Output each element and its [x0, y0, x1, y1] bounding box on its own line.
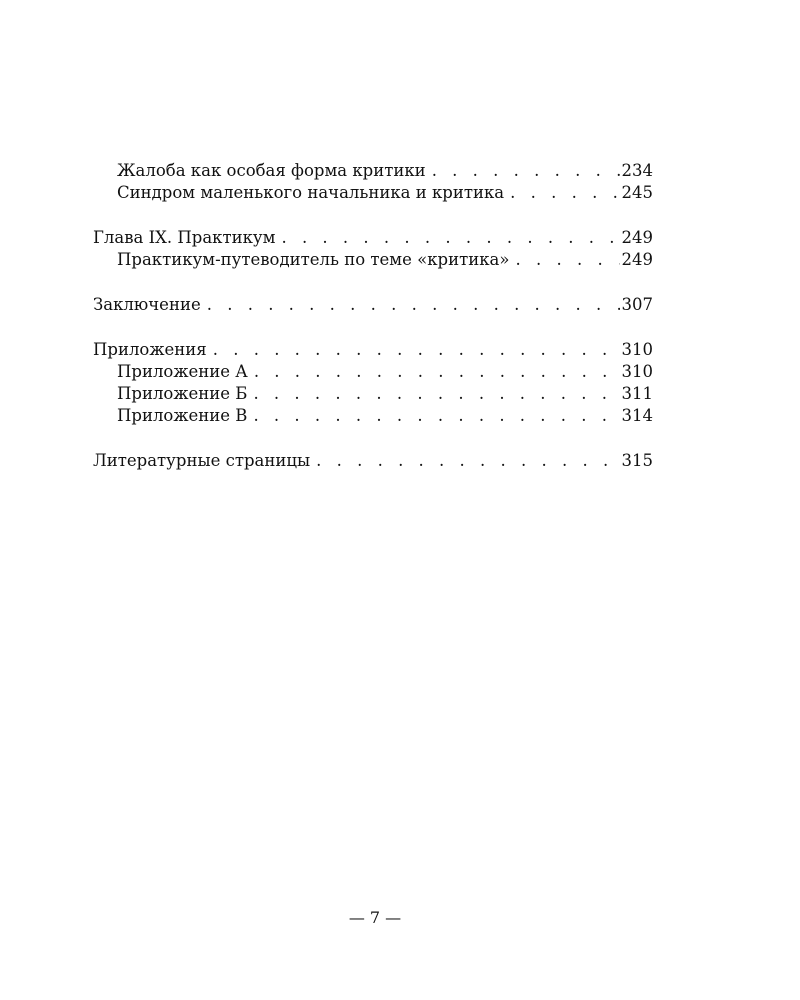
toc-entry-title: Приложение А [117, 362, 248, 381]
toc-entry [93, 182, 653, 204]
toc-leader-dots [254, 361, 620, 383]
toc-entry-title: Заключение [93, 295, 201, 314]
page-number: — 7 — [348, 908, 402, 927]
toc-leader-dots [207, 294, 620, 316]
toc-entry-title: Глава IX. Практикум [93, 228, 276, 247]
toc-leader-dots [510, 182, 619, 204]
toc-entry [93, 227, 653, 249]
toc-entry-page: 234 [621, 161, 653, 180]
toc-entry-title: Приложение В [117, 406, 248, 425]
toc-spacer [93, 271, 653, 294]
toc-entry-page: 310 [621, 340, 653, 359]
toc-spacer [93, 427, 653, 450]
toc-entry-page: 249 [621, 228, 653, 247]
table-of-contents [93, 160, 653, 472]
toc-spacer [93, 316, 653, 339]
toc-leader-dots [316, 450, 619, 472]
toc-entry [93, 361, 653, 383]
toc-entry [93, 450, 653, 472]
toc-entry-page: 310 [621, 362, 653, 381]
toc-leader-dots [432, 160, 620, 182]
toc-entry [93, 405, 653, 427]
toc-entry-page: 311 [621, 384, 653, 403]
toc-entry-title: Практикум-путеводитель по теме «критика» [117, 250, 510, 269]
toc-entry-page: 315 [621, 451, 653, 470]
toc-entry [93, 294, 653, 316]
toc-entry-page: 245 [621, 183, 653, 202]
toc-entry [93, 339, 653, 361]
toc-entry [93, 383, 653, 405]
toc-entry-title: Синдром маленького начальника и критика [117, 183, 505, 202]
toc-entry-title: Приложения [93, 340, 207, 359]
toc-entry-page: 314 [621, 406, 653, 425]
toc-entry-title: Литературные страницы [93, 451, 311, 470]
toc-leader-dots [516, 249, 620, 271]
toc-entry-title: Приложение Б [117, 384, 248, 403]
toc-leader-dots [253, 383, 619, 405]
toc-entry-page: 249 [621, 250, 653, 269]
toc-entry-title: Жалоба как особая форма критики [117, 161, 426, 180]
toc-entry [93, 160, 653, 182]
toc-leader-dots [281, 227, 619, 249]
toc-entry [93, 249, 653, 271]
toc-leader-dots [213, 339, 620, 361]
toc-spacer [93, 204, 653, 227]
toc-leader-dots [253, 405, 619, 427]
toc-entry-page: 307 [621, 295, 653, 314]
